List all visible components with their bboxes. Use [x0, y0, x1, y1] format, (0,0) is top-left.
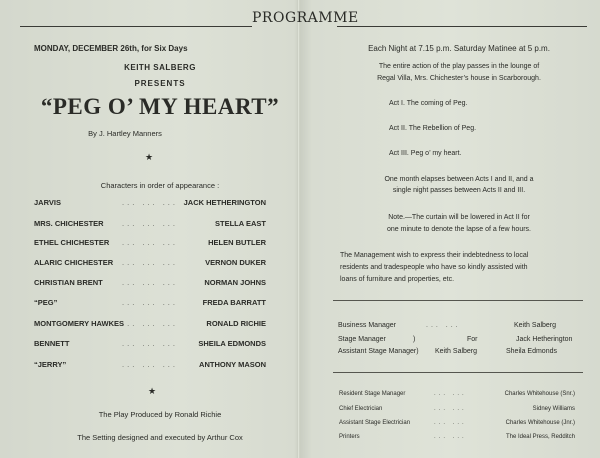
business-manager-label: Business Manager — [338, 322, 396, 329]
crew-role: Chief Electrician — [339, 406, 383, 412]
stage-manager-label: Stage Manager — [338, 336, 386, 343]
cast-role: MONTGOMERY HAWKES — [34, 319, 125, 328]
setting-line-1: The entire action of the play passes in the lounge of — [378, 63, 540, 70]
act-2: Act II. The Rebellion of Peg. — [389, 125, 477, 132]
author: By J. Hartley Manners — [88, 129, 162, 138]
schedule: Each Night at 7.15 p.m. Saturday Matinee at 5 p.m. — [368, 44, 550, 53]
business-manager-dots: ... ... — [426, 322, 461, 329]
cast-actor: SHEILA EDMONDS — [198, 339, 266, 348]
date-line: MONDAY, DECEMBER 26th, for Six Days — [34, 44, 188, 53]
presents: PRESENTS — [134, 79, 186, 88]
cast-row — [34, 237, 266, 249]
business-manager-name: Keith Salberg — [514, 322, 557, 329]
presenter: KEITH SALBERG — [124, 63, 196, 72]
crew-name: Charles Whitehouse (Snr.) — [504, 391, 575, 397]
cast-dots: ... ... ... — [122, 360, 178, 369]
stage-manager-for: For — [467, 336, 478, 343]
cast-role: “JERRY” — [34, 360, 67, 369]
assistant-stage-manager-label: Assistant Stage Manager) — [338, 348, 419, 355]
cast-row — [34, 218, 266, 230]
management-line-2: residents and tradespeople who have so kindly assisted with — [340, 264, 528, 271]
crew-name: Charles Whitehouse (Jnr.) — [505, 420, 575, 426]
cast-role: JARVIS — [34, 198, 61, 207]
stage-manager-name: Jack Hetherington — [516, 336, 573, 343]
elapse-line-1: One month elapses between Acts I and II, and a — [384, 176, 534, 183]
cast-actor: HELEN BUTLER — [208, 238, 266, 247]
cast-role: CHRISTIAN BRENT — [34, 278, 103, 287]
produced-by: The Play Produced by Ronald Richie — [98, 410, 222, 419]
act-3: Act III. Peg o’ my heart. — [389, 150, 462, 157]
programme-title: PROGRAMME — [252, 10, 359, 26]
cast-role: “PEG” — [34, 298, 58, 307]
cast-dots: ... ... ... — [122, 198, 178, 207]
assistant-stage-manager-name-2: Sheila Edmonds — [506, 348, 557, 355]
cast-actor: VERNON DUKER — [205, 258, 266, 267]
management-line-1: The Management wish to express their indebtedness to local — [340, 252, 529, 259]
crew-name: Sidney Williams — [532, 406, 575, 412]
cast-actor: NORMAN JOHNS — [204, 278, 266, 287]
cast-dots: ... ... ... — [122, 258, 178, 267]
cast-role: MRS. CHICHESTER — [34, 219, 104, 228]
setting-by: The Setting designed and executed by Arthur Cox — [77, 433, 243, 442]
act-1: Act I. The coming of Peg. — [389, 100, 468, 107]
cast-actor: JACK HETHERINGTON — [183, 198, 266, 207]
cast-row — [34, 359, 266, 371]
cast-dots: ... ... ... — [122, 219, 178, 228]
crew-dots: ... ... — [434, 391, 467, 397]
crew-row — [339, 418, 575, 428]
cast-actor: ANTHONY MASON — [199, 360, 266, 369]
cast-actor: RONALD RICHIE — [206, 319, 266, 328]
characters-heading: Characters in order of appearance : — [100, 181, 220, 190]
cast-dots: ... ... ... — [122, 278, 178, 287]
cast-row — [34, 197, 266, 209]
crew-dots: ... ... — [434, 434, 467, 440]
cast-dots: ... ... ... — [122, 238, 178, 247]
cast-row — [34, 338, 266, 350]
title-rule-left — [20, 26, 252, 27]
stage-manager-paren: ) — [413, 336, 416, 343]
cast-actor: FREDA BARRATT — [202, 298, 266, 307]
cast-dots: ... ... ... — [122, 319, 178, 328]
play-title: “PEG O’ MY HEART” — [40, 94, 280, 119]
star-ornament-bottom: ★ — [148, 386, 157, 396]
crew-row — [339, 389, 575, 399]
crew-row — [339, 404, 575, 414]
cast-row — [34, 318, 266, 330]
cast-row — [34, 257, 266, 269]
cast-role: ALARIC CHICHESTER — [34, 258, 114, 267]
cast-row — [34, 297, 266, 309]
crew-dots: ... ... — [434, 420, 467, 426]
crew-role: Resident Stage Manager — [339, 391, 406, 397]
crew-role: Assistant Stage Electrician — [339, 420, 411, 426]
divider-1 — [333, 300, 583, 301]
elapse-line-2: single night passes between Acts II and III. — [392, 187, 526, 194]
cast-dots: ... ... ... — [122, 339, 178, 348]
divider-2 — [333, 372, 583, 373]
crew-name: The Ideal Press, Redditch — [505, 434, 575, 440]
cast-row — [34, 277, 266, 289]
note-line-1: Note.—The curtain will be lowered in Act II for — [388, 214, 530, 221]
cast-role: BENNETT — [34, 339, 70, 348]
setting-line-2: Regal Villa, Mrs. Chichester’s house in Scarborough. — [377, 75, 541, 82]
crew-dots: ... ... — [434, 406, 467, 412]
crew-role: Printers — [339, 434, 360, 440]
cast-role: ETHEL CHICHESTER — [34, 238, 110, 247]
cast-actor: STELLA EAST — [215, 219, 266, 228]
management-line-3: loans of furniture and properties, etc. — [340, 276, 455, 283]
title-rule-right — [337, 26, 587, 27]
crew-row — [339, 432, 575, 442]
note-line-2: one minute to denote the lapse of a few hours. — [387, 226, 531, 233]
assistant-stage-manager-name-1: Keith Salberg — [435, 348, 478, 355]
cast-dots: ... ... ... — [122, 298, 178, 307]
fold-crease — [297, 0, 300, 458]
star-ornament-top: ★ — [145, 152, 154, 162]
